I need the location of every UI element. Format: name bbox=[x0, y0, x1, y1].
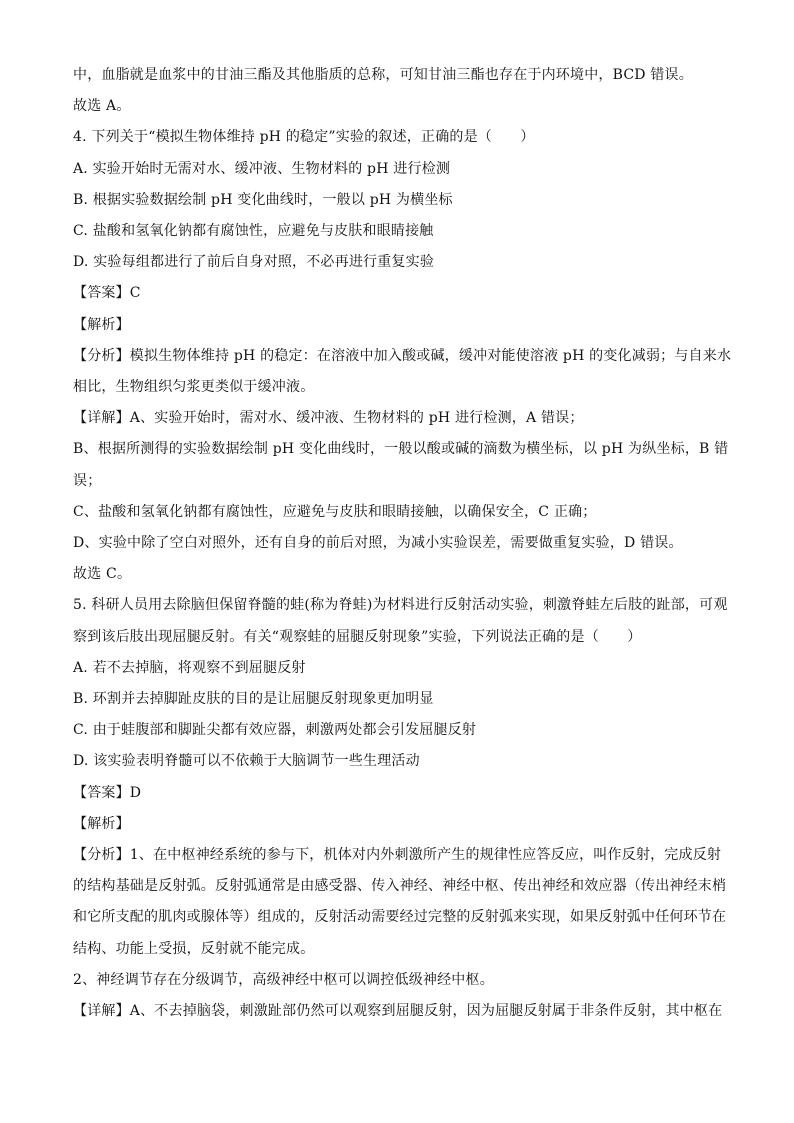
question-5-analysis: 和它所支配的肌肉或腺体等）组成的，反射活动需要经过完整的反射弧来实现，如果反射弧中任何环节在 bbox=[73, 909, 727, 926]
question-4-detail: 【详解】A、实验开始时，需对水、缓冲液、生物材料的 pH 进行检测，A 错误； bbox=[73, 410, 584, 427]
question-5-answer: 【答案】D bbox=[73, 784, 142, 801]
question-5-option-c: C. 由于蛙腹部和脚趾尖都有效应器，刺激两处都会引发屈腿反射 bbox=[73, 722, 477, 739]
question-4-option-b: B. 根据实验数据绘制 pH 变化曲线时，一般以 pH 为横坐标 bbox=[73, 191, 453, 208]
question-4-analysis: 【分析】模拟生物体维持 pH 的稳定：在溶液中加入酸或碱，缓冲对能使溶液 pH 的变化减弱；与自来水 bbox=[73, 347, 732, 364]
question-4-detail: C、盐酸和氢氧化钠都有腐蚀性，应避免与皮肤和眼睛接触，以确保安全，C 正确； bbox=[73, 503, 597, 520]
question-5-analysis: 2、神经调节存在分级调节，高级神经中枢可以调控低级神经中枢。 bbox=[73, 971, 494, 988]
question-5-detail: 【详解】A、不去掉脑袋，刺激趾部仍然可以观察到屈腿反射，因为屈腿反射属于非条件反射，其中枢在 bbox=[73, 1003, 723, 1020]
question-5-analysis: 【分析】1、在中枢神经系统的参与下，机体对内外刺激所产生的规律性应答反应，叫作反射，完成反射 bbox=[73, 847, 722, 864]
question-4-option-a: A. 实验开始时无需对水、缓冲液、生物材料的 pH 进行检测 bbox=[73, 160, 451, 177]
question-5-explanation-heading: 【解析】 bbox=[73, 815, 130, 832]
question-4-analysis: 相比，生物组织匀浆更类似于缓冲液。 bbox=[73, 379, 315, 396]
question-5-option-a: A. 若不去掉脑，将观察不到屈腿反射 bbox=[73, 659, 306, 676]
document-page bbox=[73, 60, 732, 1027]
question-4-stem: 4. 下列关于“模拟生物体维持 pH 的稳定”实验的叙述，正确的是（ ） bbox=[73, 129, 535, 146]
question-4-option-d: D. 实验每组都进行了前后自身对照，不必再进行重复实验 bbox=[73, 254, 435, 271]
question-4-detail: 误； bbox=[73, 472, 102, 489]
question-5-option-b: B. 环割并去掉脚趾皮肤的目的是让屈腿反射现象更加明显 bbox=[73, 691, 434, 708]
paragraph-line: 中，血脂就是血浆中的甘油三酯及其他脂质的总称，可知甘油三酯也存在于内环境中，BCD 错误。 bbox=[73, 67, 693, 83]
question-5-analysis: 的结构基础是反射弧。反射弧通常是由感受器、传入神经、神经中枢、传出神经和效应器（传出神经末梢 bbox=[73, 878, 727, 895]
question-5-stem: 5. 科研人员用去除脑但保留脊髓的蛙(称为脊蛙)为材料进行反射活动实验，刺激脊蛙左后肢的趾部，可观 bbox=[73, 597, 728, 614]
question-4-conclusion: 故选 C。 bbox=[73, 566, 132, 583]
question-4-option-c: C. 盐酸和氢氧化钠都有腐蚀性，应避免与皮肤和眼睛接触 bbox=[73, 223, 434, 240]
question-5-stem: 察到该后肢出现屈腿反射。有关“观察蛙的屈腿反射现象”实验，下列说法正确的是（ ） bbox=[73, 628, 642, 645]
question-5-analysis: 结构、功能上受损，反射就不能完成。 bbox=[73, 940, 315, 957]
question-4-explanation-heading: 【解析】 bbox=[73, 316, 130, 333]
question-4-answer: 【答案】C bbox=[73, 285, 141, 302]
question-5-option-d: D. 该实验表明脊髓可以不依赖于大脑调节一些生理活动 bbox=[73, 753, 420, 770]
question-4-detail: D、实验中除了空白对照外，还有自身的前后对照，为减小实验误差，需要做重复实验，D 错误。 bbox=[73, 535, 683, 552]
choice-conclusion: 故选 A。 bbox=[73, 98, 131, 115]
question-4-detail: B、根据所测得的实验数据绘制 pH 变化曲线时，一般以酸或碱的滴数为横坐标，以 pH 为纵坐标，B 错 bbox=[73, 441, 729, 458]
